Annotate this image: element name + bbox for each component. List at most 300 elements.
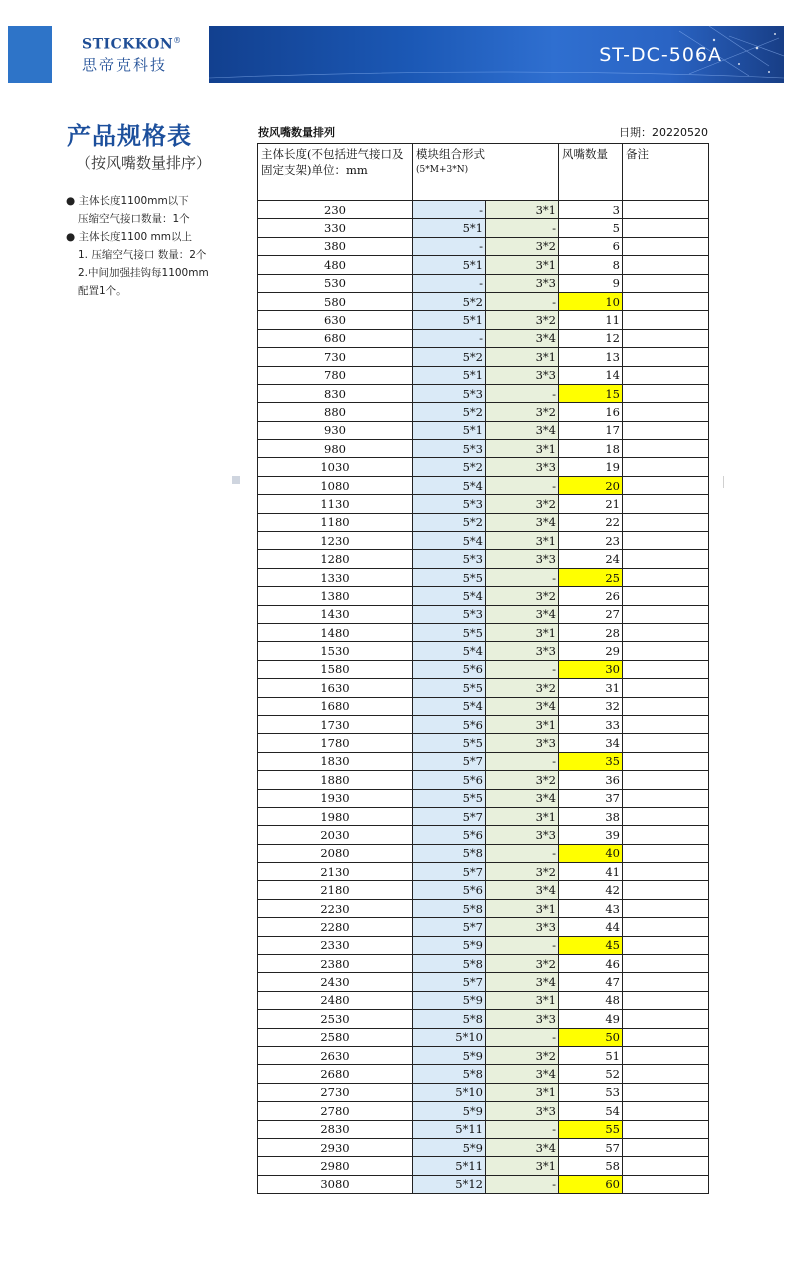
table-row	[258, 863, 709, 881]
spec-table	[257, 143, 709, 1194]
cell-module-3: 3*1	[486, 991, 559, 1009]
cell-length: 1330	[258, 568, 413, 586]
cell-nozzle-count: 40	[559, 844, 623, 862]
cell-remark	[623, 605, 709, 623]
table-row	[258, 826, 709, 844]
cell-remark	[623, 440, 709, 458]
cell-nozzle-count: 47	[559, 973, 623, 991]
cell-module-5: 5*2	[413, 292, 486, 310]
cell-module-3: 3*4	[486, 881, 559, 899]
cell-remark	[623, 237, 709, 255]
cell-remark	[623, 201, 709, 219]
cell-remark	[623, 826, 709, 844]
brand-name-text: STICKKON	[82, 36, 174, 53]
table-row	[258, 660, 709, 678]
table-row	[258, 348, 709, 366]
spec-notes	[66, 192, 236, 300]
cell-remark	[623, 587, 709, 605]
cell-module-3: 3*3	[486, 274, 559, 292]
cell-module-5: 5*9	[413, 936, 486, 954]
cell-length: 2380	[258, 955, 413, 973]
cell-nozzle-count: 16	[559, 403, 623, 421]
table-row	[258, 789, 709, 807]
cell-module-5: 5*9	[413, 991, 486, 1009]
cell-nozzle-count: 51	[559, 1046, 623, 1064]
header-banner	[209, 26, 784, 83]
cell-length: 880	[258, 403, 413, 421]
table-row	[258, 274, 709, 292]
cell-module-5: 5*2	[413, 348, 486, 366]
cell-nozzle-count: 55	[559, 1120, 623, 1138]
note-text: 主体长度1100 mm以上	[78, 231, 193, 243]
cell-nozzle-count: 53	[559, 1083, 623, 1101]
cell-remark	[623, 642, 709, 660]
cell-module-5: 5*1	[413, 311, 486, 329]
cell-length: 1630	[258, 679, 413, 697]
cell-remark	[623, 771, 709, 789]
cell-nozzle-count: 9	[559, 274, 623, 292]
cell-module-3: 3*1	[486, 807, 559, 825]
cell-length: 1230	[258, 532, 413, 550]
cell-module-3: 3*2	[486, 495, 559, 513]
cell-module-5: -	[413, 274, 486, 292]
cell-module-3: 3*1	[486, 623, 559, 641]
cell-length: 2180	[258, 881, 413, 899]
table-row	[258, 329, 709, 347]
table-row	[258, 881, 709, 899]
header-combo-label: 模块组合形式	[416, 147, 485, 161]
table-row	[258, 697, 709, 715]
table-row	[258, 366, 709, 384]
cell-module-3: 3*1	[486, 532, 559, 550]
cell-nozzle-count: 5	[559, 219, 623, 237]
cell-module-3: -	[486, 752, 559, 770]
cell-nozzle-count: 39	[559, 826, 623, 844]
cell-length: 930	[258, 421, 413, 439]
cell-module-5: -	[413, 201, 486, 219]
cell-module-5: 5*4	[413, 587, 486, 605]
cell-length: 2930	[258, 1138, 413, 1156]
cell-module-3: 3*1	[486, 715, 559, 733]
cell-length: 1080	[258, 476, 413, 494]
table-row	[258, 807, 709, 825]
cell-nozzle-count: 15	[559, 384, 623, 402]
cell-nozzle-count: 27	[559, 605, 623, 623]
cell-nozzle-count: 37	[559, 789, 623, 807]
cell-length: 2830	[258, 1120, 413, 1138]
cell-length: 780	[258, 366, 413, 384]
cell-module-3: 3*4	[486, 789, 559, 807]
table-row	[258, 1102, 709, 1120]
cell-remark	[623, 697, 709, 715]
cell-module-5: 5*8	[413, 844, 486, 862]
cell-remark	[623, 568, 709, 586]
cell-remark	[623, 532, 709, 550]
cell-remark	[623, 789, 709, 807]
cell-remark	[623, 734, 709, 752]
cell-length: 1730	[258, 715, 413, 733]
cell-module-3: 3*3	[486, 1102, 559, 1120]
cell-length: 2630	[258, 1046, 413, 1064]
cell-length: 1780	[258, 734, 413, 752]
cell-nozzle-count: 54	[559, 1102, 623, 1120]
cell-module-3: 3*1	[486, 256, 559, 274]
table-row	[258, 973, 709, 991]
brand-logo	[8, 26, 208, 83]
cell-remark	[623, 256, 709, 274]
cell-nozzle-count: 46	[559, 955, 623, 973]
cell-nozzle-count: 20	[559, 476, 623, 494]
cell-module-3: 3*3	[486, 642, 559, 660]
cell-remark	[623, 623, 709, 641]
brand-name	[82, 36, 182, 53]
cell-length: 2130	[258, 863, 413, 881]
cell-module-5: 5*2	[413, 513, 486, 531]
cell-module-3: 3*3	[486, 550, 559, 568]
cell-nozzle-count: 31	[559, 679, 623, 697]
cell-remark	[623, 1065, 709, 1083]
cell-remark	[623, 366, 709, 384]
table-row	[258, 403, 709, 421]
cell-length: 1280	[258, 550, 413, 568]
cell-remark	[623, 899, 709, 917]
cell-module-3: 3*4	[486, 697, 559, 715]
cell-module-5: 5*2	[413, 403, 486, 421]
cell-remark	[623, 403, 709, 421]
cell-length: 2580	[258, 1028, 413, 1046]
cell-remark	[623, 219, 709, 237]
cell-module-3: 3*1	[486, 899, 559, 917]
cell-module-3: 3*4	[486, 421, 559, 439]
cell-length: 1430	[258, 605, 413, 623]
cell-length: 1680	[258, 697, 413, 715]
cell-length: 2480	[258, 991, 413, 1009]
cell-module-3: -	[486, 476, 559, 494]
cell-remark	[623, 844, 709, 862]
cell-nozzle-count: 41	[559, 863, 623, 881]
cell-module-5: 5*4	[413, 476, 486, 494]
cell-nozzle-count: 43	[559, 899, 623, 917]
cell-module-3: 3*2	[486, 237, 559, 255]
cell-module-5: 5*9	[413, 1102, 486, 1120]
note-line: 2.中间加强挂钩每1100mm	[78, 267, 209, 279]
cell-remark	[623, 348, 709, 366]
cell-remark	[623, 513, 709, 531]
cell-length: 680	[258, 329, 413, 347]
brand-name-cn: 思帝克科技	[82, 56, 168, 74]
cell-module-3: -	[486, 384, 559, 402]
cell-module-5: 5*9	[413, 1138, 486, 1156]
cell-length: 1180	[258, 513, 413, 531]
cell-nozzle-count: 26	[559, 587, 623, 605]
cell-length: 830	[258, 384, 413, 402]
date-label: 日期：	[619, 126, 652, 139]
cell-module-3: 3*3	[486, 734, 559, 752]
cell-module-5: 5*8	[413, 1010, 486, 1028]
cell-module-3: 3*2	[486, 679, 559, 697]
cell-nozzle-count: 6	[559, 237, 623, 255]
cell-nozzle-count: 44	[559, 918, 623, 936]
cell-module-5: 5*10	[413, 1083, 486, 1101]
table-row	[258, 256, 709, 274]
cell-nozzle-count: 28	[559, 623, 623, 641]
page-marker	[232, 476, 240, 484]
cell-module-3: -	[486, 936, 559, 954]
table-row	[258, 568, 709, 586]
cell-remark	[623, 918, 709, 936]
cell-length: 230	[258, 201, 413, 219]
cell-nozzle-count: 50	[559, 1028, 623, 1046]
table-row	[258, 734, 709, 752]
cell-module-5: 5*7	[413, 807, 486, 825]
page-subtitle: （按风嘴数量排序）	[76, 154, 212, 172]
cell-length: 1030	[258, 458, 413, 476]
header-combo	[413, 144, 559, 201]
cell-module-3: 3*2	[486, 863, 559, 881]
cell-module-5: 5*12	[413, 1175, 486, 1193]
table-row	[258, 532, 709, 550]
table-row	[258, 311, 709, 329]
spec-table-body	[258, 201, 709, 1194]
cell-module-5: 5*5	[413, 679, 486, 697]
cell-module-5: 5*7	[413, 973, 486, 991]
cell-nozzle-count: 17	[559, 421, 623, 439]
table-row	[258, 440, 709, 458]
cell-module-5: 5*5	[413, 568, 486, 586]
cell-nozzle-count: 30	[559, 660, 623, 678]
cell-nozzle-count: 23	[559, 532, 623, 550]
cell-remark	[623, 458, 709, 476]
cell-nozzle-count: 57	[559, 1138, 623, 1156]
cell-remark	[623, 660, 709, 678]
cell-nozzle-count: 52	[559, 1065, 623, 1083]
table-row	[258, 384, 709, 402]
cell-module-5: 5*6	[413, 660, 486, 678]
table-row	[258, 679, 709, 697]
cell-module-3: 3*3	[486, 366, 559, 384]
cell-remark	[623, 495, 709, 513]
table-row	[258, 201, 709, 219]
cell-module-5: 5*3	[413, 384, 486, 402]
cell-module-3: 3*3	[486, 1010, 559, 1028]
cell-module-3: 3*4	[486, 1138, 559, 1156]
cell-module-5: 5*3	[413, 550, 486, 568]
cell-nozzle-count: 48	[559, 991, 623, 1009]
cell-nozzle-count: 32	[559, 697, 623, 715]
cell-module-5: 5*8	[413, 955, 486, 973]
spec-table-header	[258, 144, 709, 201]
cell-length: 1580	[258, 660, 413, 678]
cell-module-3: 3*4	[486, 1065, 559, 1083]
table-row	[258, 991, 709, 1009]
cell-remark	[623, 274, 709, 292]
table-row	[258, 1175, 709, 1193]
page-marker-line	[723, 476, 724, 488]
table-row	[258, 623, 709, 641]
cell-module-5: 5*10	[413, 1028, 486, 1046]
table-row	[258, 237, 709, 255]
cell-module-5: 5*6	[413, 881, 486, 899]
cell-module-3: 3*4	[486, 605, 559, 623]
cell-module-5: 5*4	[413, 532, 486, 550]
cell-module-3: -	[486, 568, 559, 586]
table-row	[258, 752, 709, 770]
table-row	[258, 899, 709, 917]
cell-nozzle-count: 25	[559, 568, 623, 586]
table-row	[258, 495, 709, 513]
table-row	[258, 219, 709, 237]
cell-remark	[623, 881, 709, 899]
cell-remark	[623, 973, 709, 991]
cell-length: 2080	[258, 844, 413, 862]
cell-length: 730	[258, 348, 413, 366]
cell-module-3: -	[486, 292, 559, 310]
cell-remark	[623, 1157, 709, 1175]
cell-module-5: 5*5	[413, 789, 486, 807]
cell-module-5: 5*9	[413, 1046, 486, 1064]
cell-length: 330	[258, 219, 413, 237]
cell-length: 2780	[258, 1102, 413, 1120]
cell-nozzle-count: 34	[559, 734, 623, 752]
table-row	[258, 587, 709, 605]
cell-module-3: 3*4	[486, 329, 559, 347]
cell-module-5: 5*2	[413, 458, 486, 476]
table-caption: 按风嘴数量排列	[258, 126, 335, 139]
table-row	[258, 771, 709, 789]
table-row	[258, 1083, 709, 1101]
model-code: ST-DC-506A	[599, 44, 722, 66]
cell-length: 2730	[258, 1083, 413, 1101]
table-row	[258, 513, 709, 531]
table-row	[258, 936, 709, 954]
cell-remark	[623, 1083, 709, 1101]
cell-length: 1830	[258, 752, 413, 770]
cell-module-5: 5*6	[413, 771, 486, 789]
cell-module-5: 5*1	[413, 421, 486, 439]
cell-length: 2230	[258, 899, 413, 917]
header-length: 主体长度(不包括进气接口及固定支架)单位：mm	[258, 144, 413, 201]
cell-module-5: 5*3	[413, 605, 486, 623]
cell-module-3: -	[486, 660, 559, 678]
cell-length: 3080	[258, 1175, 413, 1193]
cell-length: 2030	[258, 826, 413, 844]
cell-remark	[623, 991, 709, 1009]
cell-module-3: 3*2	[486, 771, 559, 789]
cell-length: 1530	[258, 642, 413, 660]
cell-nozzle-count: 19	[559, 458, 623, 476]
header-combo-formula: (5*M+3*N)	[416, 165, 469, 175]
cell-module-3: 3*2	[486, 587, 559, 605]
cell-nozzle-count: 29	[559, 642, 623, 660]
cell-nozzle-count: 38	[559, 807, 623, 825]
note-line: 压缩空气接口数量：1个	[78, 213, 190, 225]
table-row	[258, 292, 709, 310]
table-row	[258, 1138, 709, 1156]
cell-remark	[623, 1175, 709, 1193]
cell-remark	[623, 1102, 709, 1120]
header-row	[258, 144, 709, 201]
cell-length: 2280	[258, 918, 413, 936]
cell-module-3: -	[486, 1028, 559, 1046]
table-row	[258, 1010, 709, 1028]
cell-module-5: 5*8	[413, 899, 486, 917]
cell-module-5: 5*7	[413, 752, 486, 770]
cell-length: 1130	[258, 495, 413, 513]
cell-module-3: 3*3	[486, 458, 559, 476]
table-row	[258, 918, 709, 936]
cell-remark	[623, 752, 709, 770]
cell-module-5: 5*7	[413, 918, 486, 936]
cell-length: 580	[258, 292, 413, 310]
cell-module-3: 3*3	[486, 918, 559, 936]
cell-length: 530	[258, 274, 413, 292]
cell-module-5: 5*5	[413, 734, 486, 752]
cell-nozzle-count: 22	[559, 513, 623, 531]
table-row	[258, 642, 709, 660]
cell-nozzle-count: 45	[559, 936, 623, 954]
cell-remark	[623, 807, 709, 825]
cell-nozzle-count: 58	[559, 1157, 623, 1175]
cell-remark	[623, 955, 709, 973]
cell-length: 2530	[258, 1010, 413, 1028]
header-count: 风嘴数量	[559, 144, 623, 201]
cell-remark	[623, 329, 709, 347]
cell-module-5: 5*4	[413, 697, 486, 715]
cell-remark	[623, 384, 709, 402]
cell-nozzle-count: 13	[559, 348, 623, 366]
cell-module-5: 5*8	[413, 1065, 486, 1083]
cell-remark	[623, 1046, 709, 1064]
cell-nozzle-count: 24	[559, 550, 623, 568]
cell-module-3: 3*3	[486, 826, 559, 844]
cell-length: 1380	[258, 587, 413, 605]
cell-module-5: 5*1	[413, 256, 486, 274]
cell-module-5: 5*7	[413, 863, 486, 881]
cell-length: 380	[258, 237, 413, 255]
note-text: 主体长度1100mm以下	[78, 195, 189, 207]
cell-remark	[623, 715, 709, 733]
cell-length: 630	[258, 311, 413, 329]
date-value: 20220520	[652, 126, 708, 139]
cell-length: 1880	[258, 771, 413, 789]
cell-nozzle-count: 33	[559, 715, 623, 733]
cell-module-5: 5*1	[413, 219, 486, 237]
table-date	[602, 124, 708, 140]
cell-nozzle-count: 35	[559, 752, 623, 770]
cell-module-3: 3*1	[486, 440, 559, 458]
table-row	[258, 1046, 709, 1064]
cell-module-3: 3*1	[486, 201, 559, 219]
cell-length: 2330	[258, 936, 413, 954]
cell-module-3: -	[486, 1175, 559, 1193]
cell-module-5: 5*6	[413, 826, 486, 844]
note-bullet-2: ● 主体长度1100 mm以上	[66, 231, 193, 243]
table-row	[258, 550, 709, 568]
cell-length: 980	[258, 440, 413, 458]
registered-mark: ®	[173, 36, 182, 45]
cell-nozzle-count: 3	[559, 201, 623, 219]
cell-module-5: 5*5	[413, 623, 486, 641]
cell-module-3: 3*4	[486, 513, 559, 531]
cell-length: 2980	[258, 1157, 413, 1175]
table-row	[258, 421, 709, 439]
cell-module-5: -	[413, 329, 486, 347]
cell-nozzle-count: 49	[559, 1010, 623, 1028]
cell-module-3: 3*1	[486, 348, 559, 366]
cell-module-3: 3*1	[486, 1157, 559, 1175]
header-remark: 备注	[623, 144, 709, 201]
cell-module-3: 3*4	[486, 973, 559, 991]
